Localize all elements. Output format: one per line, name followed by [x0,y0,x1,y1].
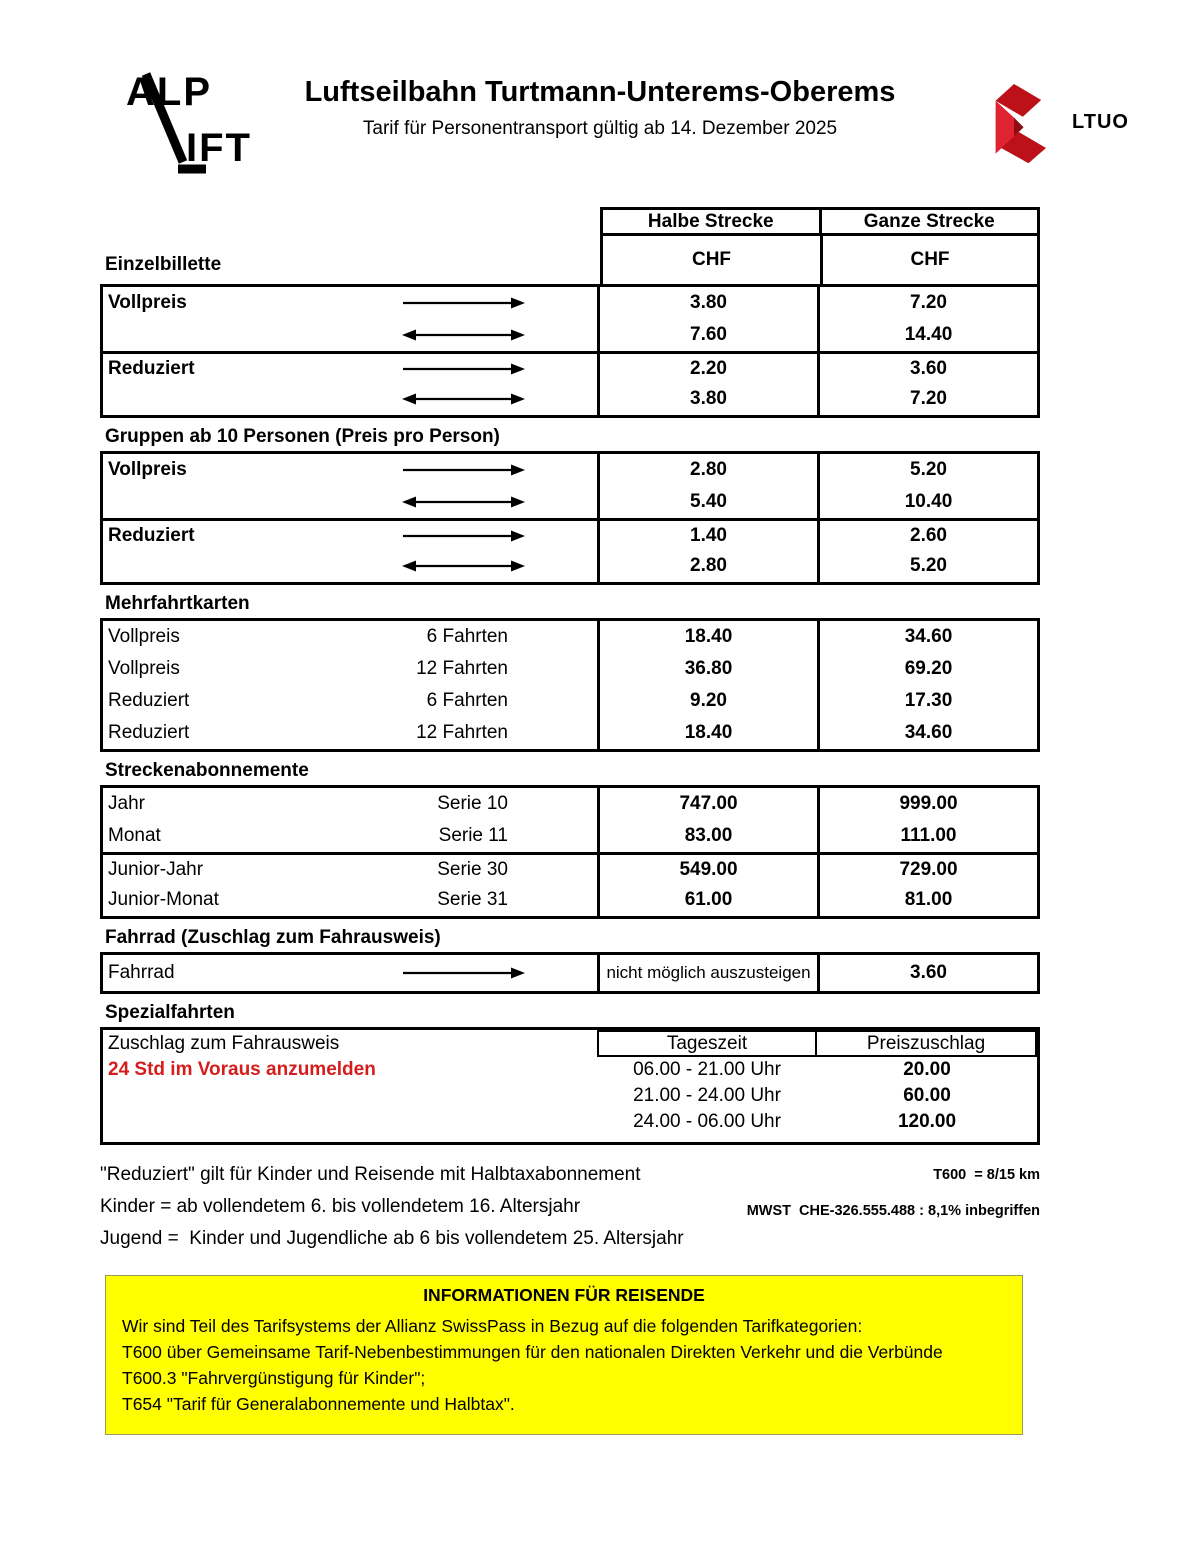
surcharge-label: Zuschlag zum Fahrausweis [108,1032,340,1054]
table-row [103,319,1037,351]
price-cell-halbe: 3.80 [597,287,817,319]
section-title-gruppen: Gruppen ab 10 Personen (Preis pro Person) [105,426,500,447]
table-row [103,788,1037,820]
category-cell: Reduziert [103,354,597,383]
price-cell-ganze: 729.00 [817,855,1037,884]
table-row [103,550,1037,582]
category-cell: Vollpreis 12 Fahrten [108,658,508,679]
price-cell-ganze: 81.00 [817,884,1037,916]
alplift-logo-text-top: ALP [126,70,212,114]
section-title-spezialfahrten: Spezialfahrten [105,1002,235,1023]
table-row [103,351,1037,383]
price-cell-halbe: 5.40 [597,486,817,518]
price-cell-halbe: 1.40 [597,521,817,550]
table-row [103,383,1037,415]
price-cell-ganze: 2.60 [817,521,1037,550]
right-arrow-icon [401,966,526,980]
footnotes [100,1165,1040,1261]
double-arrow-icon [401,559,526,573]
ltuo-logo-icon [982,78,1070,170]
category-cell: Junior-Monat Serie 31 [108,889,508,910]
double-arrow-icon [401,328,526,342]
surcharge-price-cell: 60.00 [903,1085,951,1106]
table-header-row [103,1030,1037,1057]
table-row [103,884,1037,916]
mehrfahrtkarten-table [100,618,1040,752]
price-cell-halbe: 83.00 [597,820,817,852]
double-arrow-icon [401,495,526,509]
column-header-ganze-strecke: Ganze Strecke [819,210,1038,233]
surcharge-price-cell: 120.00 [897,1111,957,1132]
footnote-t600: T600 = 8/15 km [933,1167,1040,1183]
price-cell-ganze: 5.20 [817,550,1037,582]
ltuo-logo-text: LTUO [1072,110,1129,133]
info-line: T600 über Gemeinsame Tarif-Nebenbestimmungen für den nationalen Direkten Verkehr und die Verbünde [122,1342,943,1362]
table-row [103,287,1037,319]
price-cell-ganze: 7.20 [817,383,1037,415]
einzelbillette-table [100,284,1040,418]
footnote-kinder: Kinder = ab vollendetem 6. bis vollendetem 16. Altersjahr [100,1196,581,1217]
currency-label-halbe: CHF [600,236,820,284]
table-row [103,454,1037,486]
category-cell: Vollpreis [103,454,597,486]
column-header-box [600,207,1040,236]
category-cell [103,550,597,582]
section-title-mehrfahrtkarten: Mehrfahrtkarten [105,593,250,614]
quantity-cell: 6 Fahrten [426,626,508,647]
right-arrow-icon [401,362,526,376]
category-cell: Fahrrad [103,955,597,991]
price-cell-ganze: 14.40 [817,319,1037,351]
category-cell: Junior-Jahr Serie 30 [108,858,508,880]
spezialfahrten-table [100,1027,1040,1145]
header-titles [150,76,1050,140]
category-cell [103,486,597,518]
price-cell-ganze: 7.20 [817,287,1037,319]
double-arrow-icon [401,392,526,406]
info-line: T600.3 "Fahrvergünstigung für Kinder"; [122,1368,426,1388]
price-cell-ganze: 34.60 [817,621,1037,653]
price-cell-halbe: 2.80 [597,454,817,486]
serie-cell: Serie 10 [437,793,508,814]
time-range-cell: 06.00 - 21.00 Uhr [633,1059,781,1080]
category-cell: Reduziert 6 Fahrten [108,690,508,711]
traveler-info-box [105,1275,1023,1435]
price-cell-halbe: 747.00 [597,788,817,820]
column-header-preiszuschlag: Preiszuschlag [817,1030,1037,1057]
price-cell-ganze: 3.60 [817,955,1037,991]
tariff-content [100,207,1040,1435]
price-cell-halbe: 7.60 [597,319,817,351]
info-line: T654 "Tarif für Generalabonnemente und Halbtax". [122,1394,515,1414]
footnote-mwst: MWST CHE-326.555.488 : 8,1% inbegriffen [746,1203,1040,1219]
column-header-tageszeit: Tageszeit [597,1030,817,1057]
ltuo-logo [982,78,1129,170]
category-cell: Monat Serie 11 [108,825,508,846]
price-cell-halbe: 18.40 [597,621,817,653]
right-arrow-icon [401,529,526,543]
category-cell [103,319,597,351]
price-cell-ganze: 69.20 [817,653,1037,685]
price-cell-halbe: 36.80 [597,653,817,685]
restriction-note-cell: nicht möglich auszusteigen [597,955,817,991]
column-header-halbe-strecke: Halbe Strecke [647,211,774,232]
section-title-einzelbillette: Einzelbillette [105,254,222,275]
table-row [103,1109,1037,1135]
currency-row [100,236,1040,284]
category-cell: Jahr Serie 10 [108,793,508,814]
serie-cell: Serie 30 [437,858,508,880]
footnote-reduziert: "Reduziert" gilt für Kinder und Reisende mit Halbtaxabonnement [100,1164,641,1185]
table-row [103,621,1037,653]
time-range-cell: 24.00 - 06.00 Uhr [633,1111,781,1132]
time-range-cell: 21.00 - 24.00 Uhr [633,1085,781,1106]
category-cell: Vollpreis 6 Fahrten [108,626,508,647]
quantity-cell: 12 Fahrten [416,722,508,743]
category-cell: Reduziert 12 Fahrten [108,722,508,743]
price-cell-halbe: 549.00 [597,855,817,884]
price-cell-ganze: 111.00 [817,820,1037,852]
right-arrow-icon [401,463,526,477]
price-cell-ganze: 10.40 [817,486,1037,518]
category-cell: Reduziert [103,521,597,550]
price-cell-ganze: 5.20 [817,454,1037,486]
price-cell-ganze: 34.60 [817,717,1037,749]
section-title-fahrrad: Fahrrad (Zuschlag zum Fahrausweis) [105,927,441,948]
price-cell-halbe: 61.00 [597,884,817,916]
fahrrad-table [100,952,1040,994]
price-cell-ganze: 3.60 [817,354,1037,383]
right-arrow-icon [401,296,526,310]
advance-notice-note: 24 Std im Voraus anzumelden [108,1059,376,1080]
table-row [103,486,1037,518]
price-cell-halbe: 9.20 [597,685,817,717]
table-row [103,820,1037,852]
gruppen-table [100,451,1040,585]
category-cell: Vollpreis [103,287,597,319]
info-line: Wir sind Teil des Tarifsystems der Allianz SwissPass in Bezug auf die folgenden Tarifkategorien: [122,1316,863,1336]
alplift-logo-text-bottom: IFT [186,126,252,170]
footnotes-left [100,1165,710,1261]
price-cell-halbe: 2.20 [597,354,817,383]
table-row [103,852,1037,884]
price-cell-halbe: 18.40 [597,717,817,749]
section-title-streckenabonnemente: Streckenabonnemente [105,760,309,781]
quantity-cell: 12 Fahrten [416,658,508,679]
price-cell-ganze: 17.30 [817,685,1037,717]
table-row [103,653,1037,685]
serie-cell: Serie 11 [438,825,508,846]
page-title: Luftseilbahn Turtmann-Unterems-Oberems [304,76,896,108]
serie-cell: Serie 31 [437,889,508,910]
page-subtitle: Tarif für Personentransport gültig ab 14. Dezember 2025 [362,118,838,139]
currency-label-ganze: CHF [820,236,1040,284]
category-cell [103,383,597,415]
table-row [103,717,1037,749]
surcharge-price-cell: 20.00 [903,1059,951,1080]
table-row [103,685,1037,717]
streckenabonnemente-table [100,785,1040,919]
price-cell-halbe: 3.80 [597,383,817,415]
document-header [0,0,1200,207]
price-cell-halbe: 2.80 [597,550,817,582]
table-row [103,955,1037,991]
table-row [103,1057,1037,1083]
info-box-title: INFORMATIONEN FÜR REISENDE [423,1285,705,1305]
footnote-jugend: Jugend = Kinder und Jugendliche ab 6 bis vollendetem 25. Altersjahr [100,1228,684,1249]
table-row [103,518,1037,550]
price-cell-ganze: 999.00 [817,788,1037,820]
footnotes-right [710,1165,1040,1261]
table-row [103,1083,1037,1109]
quantity-cell: 6 Fahrten [426,690,508,711]
